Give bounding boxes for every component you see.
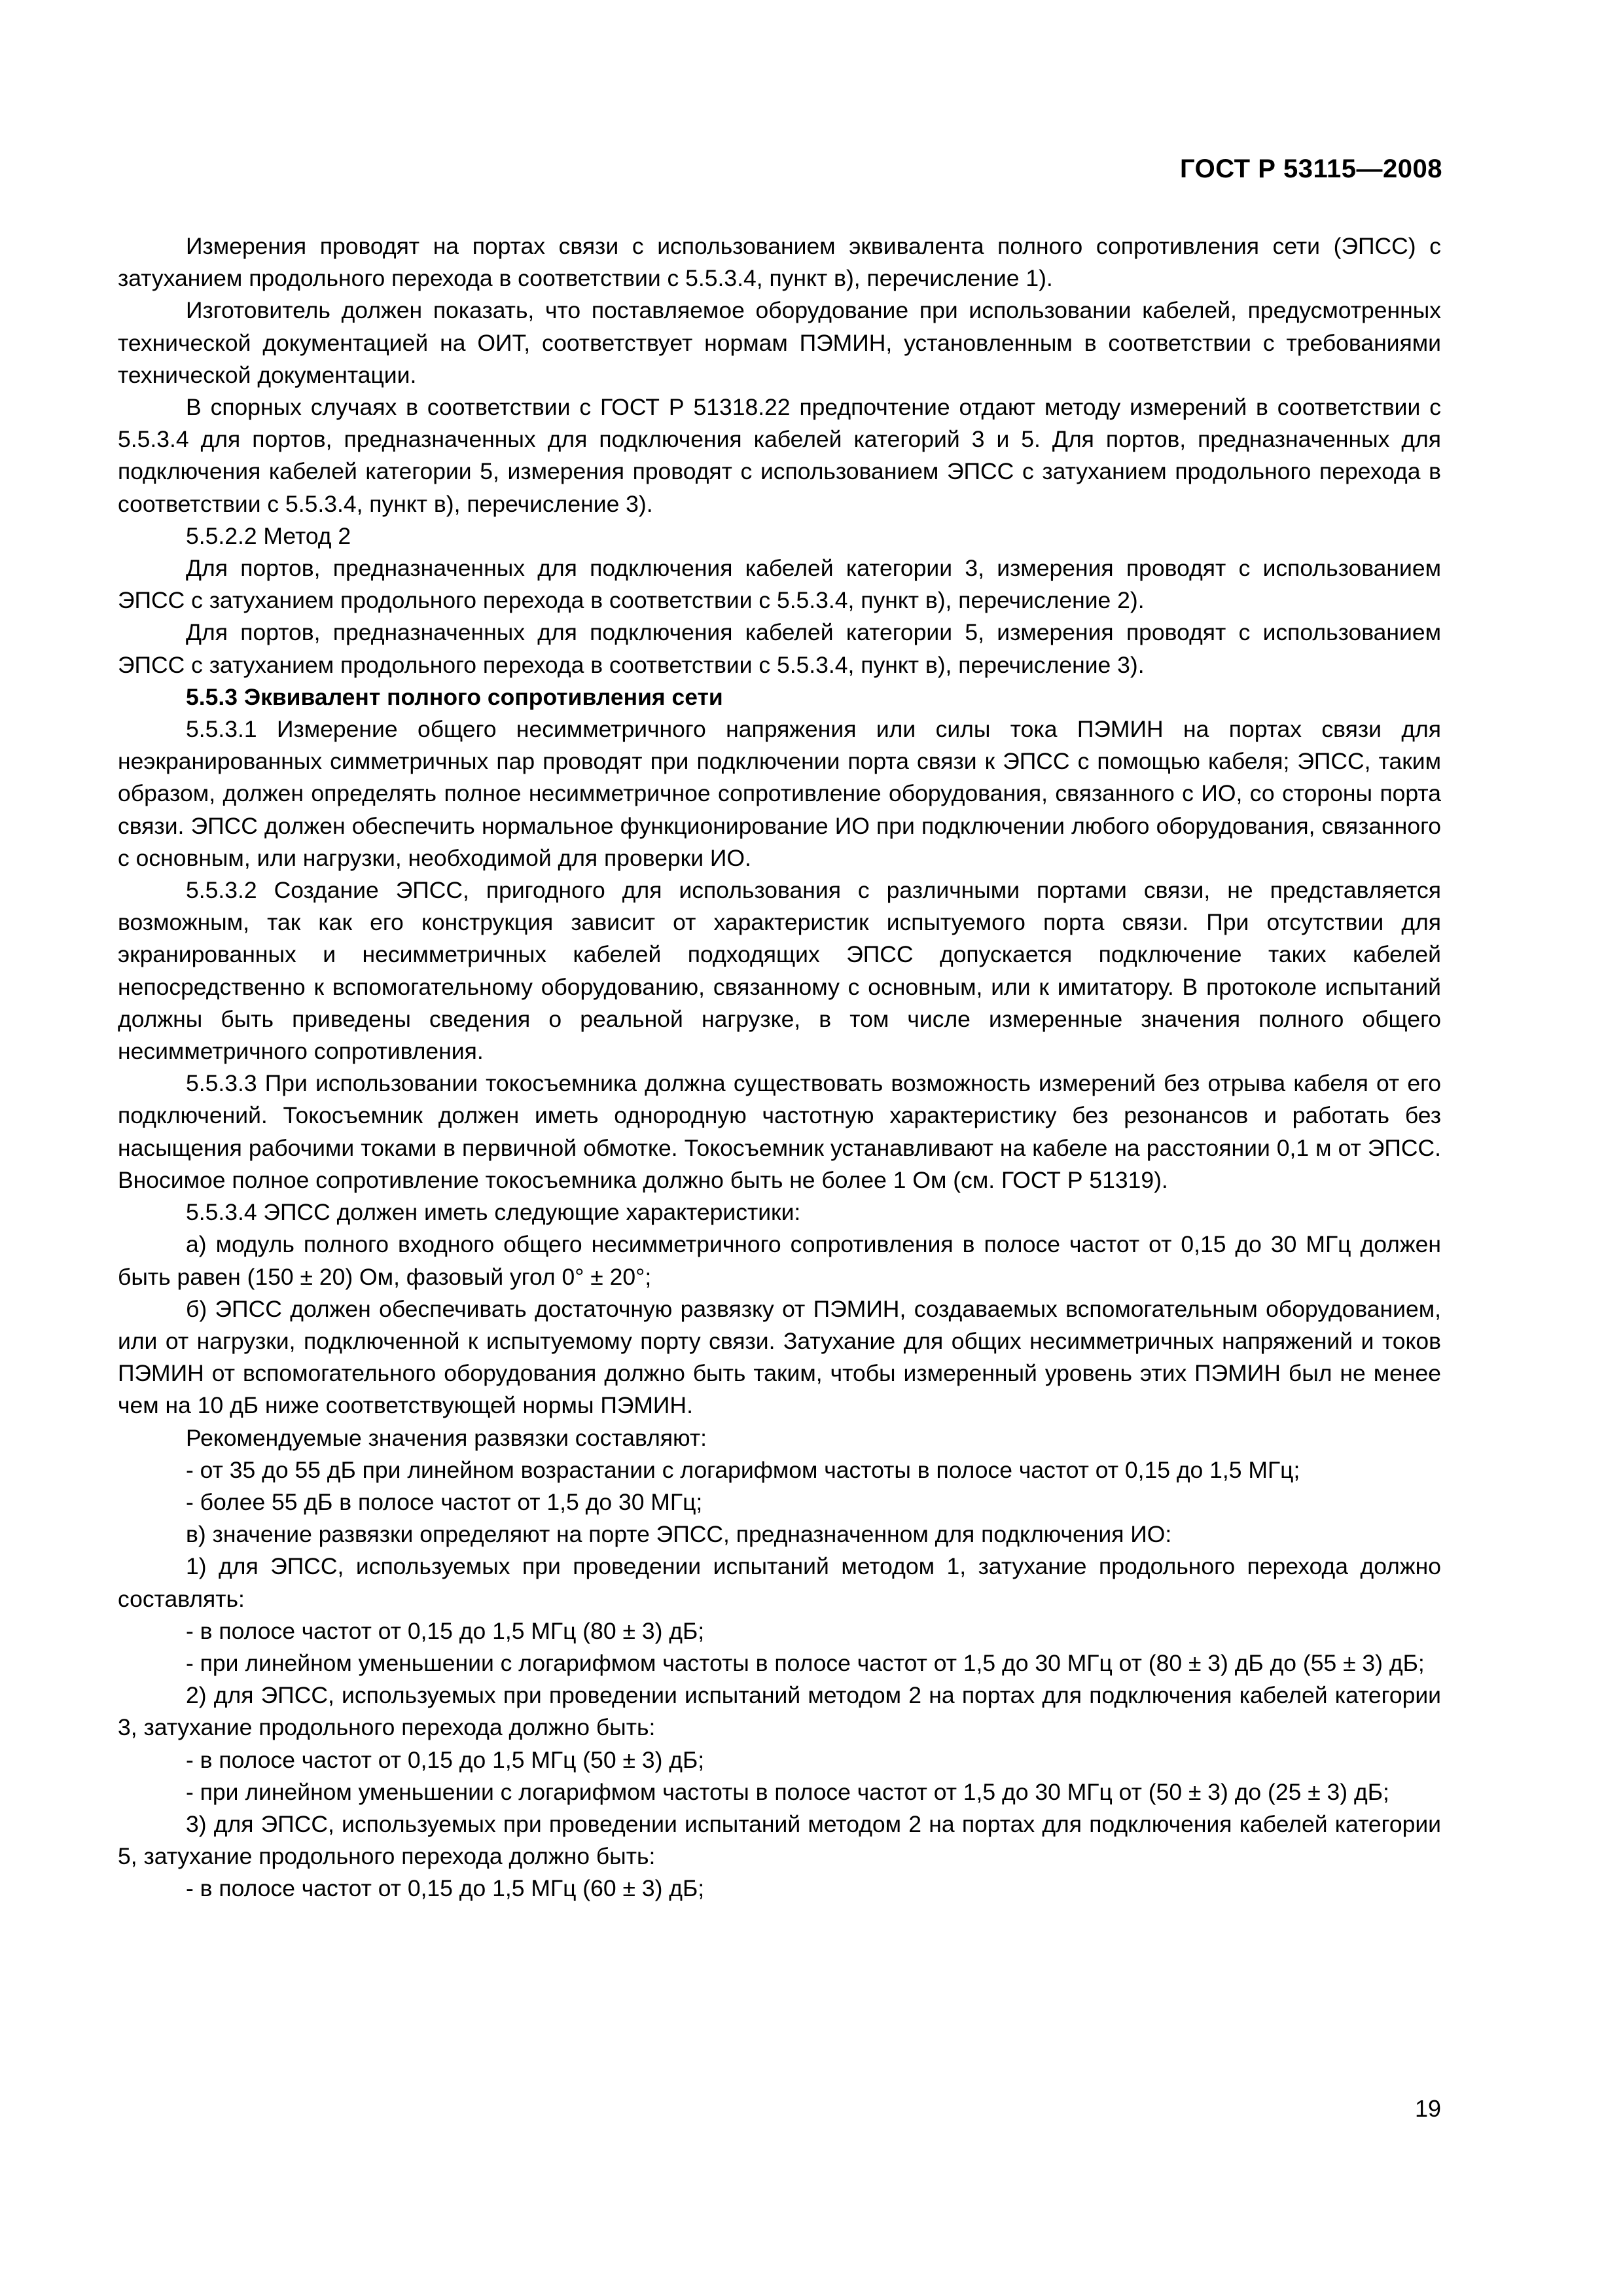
list-item: - в полосе частот от 0,15 до 1,5 МГц (80 ± 3) дБ; — [186, 1617, 705, 1644]
paragraph: Измерения проводят на портах связи с использованием эквивалента полного сопротивления сети (ЭПСС) с затуханием продольного перехода в соответствии с 5.5.3.4, пункт в), перечисление 1). — [118, 233, 1441, 292]
paragraph: Для портов, предназначенных для подключения кабелей категории 3, измерения проводят с использованием ЭПСС с затуханием продольного перехода в соответствии с 5.5.3.4, пункт в), перечисление 2). — [118, 555, 1441, 614]
list-item: - при линейном уменьшении с логарифмом частоты в полосе частот от 1,5 до 30 МГц от (80 ± 3) дБ до (55 ± 3) дБ; — [186, 1649, 1425, 1676]
paragraph: Изготовитель должен показать, что поставляемое оборудование при использовании кабелей, предусмотренных технической документацией на ОИТ, соответствует нормам ПЭМИН, установленным в соответствии с требованиями технической документации. — [118, 297, 1441, 388]
document-code-header: ГОСТ Р 53115—2008 — [1180, 154, 1442, 183]
list-item: - при линейном уменьшении с логарифмом частоты в полосе частот от 1,5 до 30 МГц от (50 ± 3) до (25 ± 3) дБ; — [186, 1778, 1389, 1805]
document-body — [118, 230, 1441, 1905]
list-item: в) значение развязки определяют на порте ЭПСС, предназначенном для подключения ИО: — [186, 1521, 1172, 1548]
list-item: 1) для ЭПСС, используемых при проведении испытаний методом 1, затухание продольного перехода должно составлять: — [118, 1553, 1441, 1612]
paragraph: Для портов, предназначенных для подключения кабелей категории 5, измерения проводят с использованием ЭПСС с затуханием продольного перехода в соответствии с 5.5.3.4, пункт в), перечисление 3). — [118, 619, 1441, 678]
list-item: - от 35 до 55 дБ при линейном возрастании с логарифмом частоты в полосе частот от 0,15 до 1,5 МГц; — [186, 1456, 1300, 1483]
section-heading-bold: 5.5.3 Эквивалент полного сопротивления сети — [186, 683, 723, 710]
section-heading: 5.5.2.2 Метод 2 — [186, 522, 351, 549]
page-number: 19 — [1414, 2095, 1441, 2122]
list-item: 2) для ЭПСС, используемых при проведении испытаний методом 2 на портах для подключения кабелей категории 3, затухание продольного перехода должно быть: — [118, 1682, 1441, 1741]
paragraph: В спорных случаях в соответствии с ГОСТ Р 51318.22 предпочтение отдают методу измерений в соответствии с 5.5.3.4 для портов, предназначенных для подключения кабелей категорий 3 и 5. Для портов, предназначенных для подключения кабелей категории 5, измерения проводят с использованием ЭПСС с затуханием продольного перехода в соответствии с 5.5.3.4, пункт в), перечисление 3). — [118, 394, 1441, 517]
list-item: б) ЭПСС должен обеспечивать достаточную развязку от ПЭМИН, создаваемых вспомогательным оборудованием, или от нагрузки, подключенной к испытуемому порту связи. Затухание для общих несимметричных напряжений и токов ПЭМИН от вспомогательного оборудования должно быть таким, чтобы измеренный уровень этих ПЭМИН был не менее чем на 10 дБ ниже соответствующей нормы ПЭМИН. — [118, 1295, 1441, 1419]
paragraph: 5.5.3.2 Создание ЭПСС, пригодного для использования с различными портами связи, не представляется возможным, так как его конструкция зависит от характеристик испытуемого порта связи. При отсутствии для экранированных и несимметричных кабелей подходящих ЭПСС допускается подключение таких кабелей непосредственно к вспомогательному оборудованию, связанному с основным, или к имитатору. В протоколе испытаний должны быть приведены сведения о реальной нагрузке, в том числе измеренные значения полного общего несимметричного сопротивления. — [118, 877, 1441, 1065]
paragraph: 5.5.3.1 Измерение общего несимметричного напряжения или силы тока ПЭМИН на портах связи для неэкранированных симметричных пар проводят при подключении порта связи к ЭПСС с помощью кабеля; ЭПСС, таким образом, должен определять полное несимметричное сопротивление оборудования, связанного с ИО, со стороны порта связи. ЭПСС должен обеспечить нормальное функционирование ИО при подключении любого оборудования, связанного с основным, или нагрузки, необходимой для проверки ИО. — [118, 716, 1441, 871]
list-item: а) модуль полного входного общего несимметричного сопротивления в полосе частот от 0,15 до 30 МГц должен быть равен (150 ± 20) Ом, фазовый угол 0° ± 20°; — [118, 1231, 1441, 1290]
list-item: - в полосе частот от 0,15 до 1,5 МГц (60 ± 3) дБ; — [186, 1875, 705, 1902]
list-item: - в полосе частот от 0,15 до 1,5 МГц (50 ± 3) дБ; — [186, 1746, 705, 1773]
paragraph: Рекомендуемые значения развязки составляют: — [186, 1424, 707, 1451]
paragraph: 5.5.3.4 ЭПСС должен иметь следующие характеристики: — [186, 1199, 801, 1226]
list-item: - более 55 дБ в полосе частот от 1,5 до 30 МГц; — [186, 1488, 703, 1515]
list-item: 3) для ЭПСС, используемых при проведении испытаний методом 2 на портах для подключения кабелей категории 5, затухание продольного перехода должно быть: — [118, 1810, 1441, 1870]
paragraph: 5.5.3.3 При использовании токосъемника должна существовать возможность измерений без отрыва кабеля от его подключений. Токосъемник должен иметь однородную частотную характеристику без резонансов и работать без насыщения рабочими токами в первичной обмотке. Токосъемник устанавливают на кабеле на расстоянии 0,1 м от ЭПСС. Вносимое полное сопротивление токосъемника должно быть не более 1 Ом (см. ГОСТ Р 51319). — [118, 1070, 1441, 1193]
